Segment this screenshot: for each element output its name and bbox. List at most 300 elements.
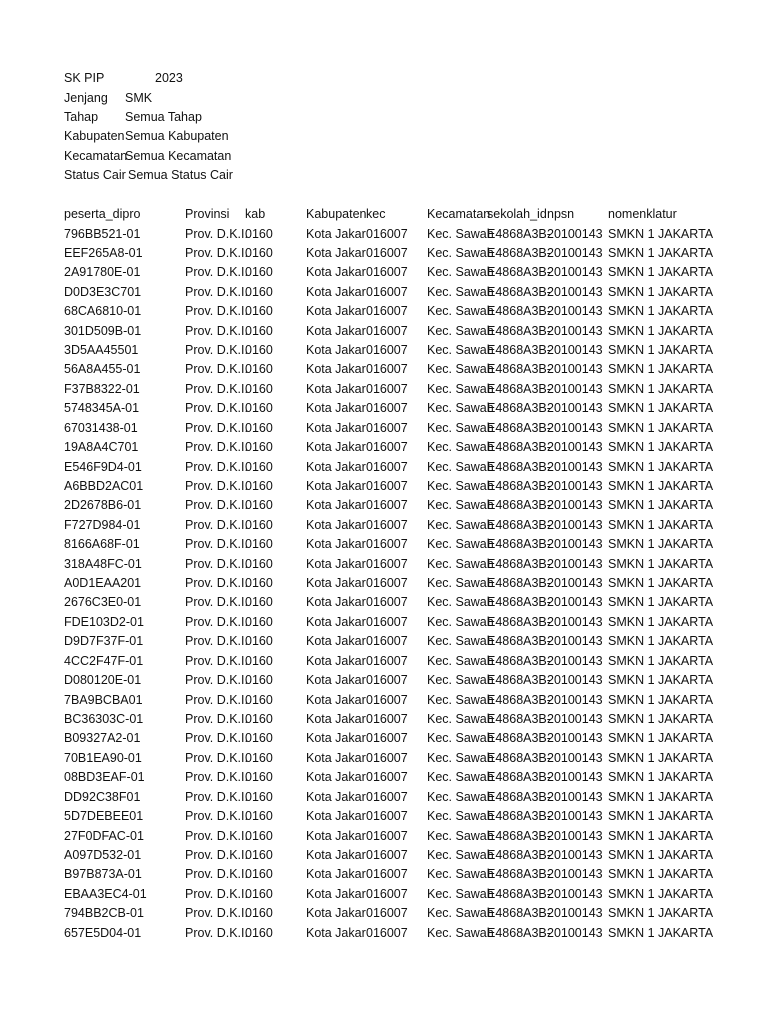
- cell-nomenklatur: SMKN 1 JAKARTA: [608, 556, 714, 571]
- cell-npsn: 20100143: [547, 712, 603, 726]
- cell-kab: 0160: [245, 770, 273, 785]
- cell-sekolah-id: E4868A3B-: [487, 809, 551, 824]
- cell-provinsi: Prov. D.K.I.: [185, 925, 248, 940]
- cell-kab: 0160: [245, 245, 273, 260]
- cell-peserta: 5D7DEBEE01: [64, 809, 144, 824]
- cell-nomenklatur: SMKN 1 JAKARTA: [608, 750, 714, 765]
- cell-provinsi: Prov. D.K.I.: [185, 886, 248, 901]
- cell-kecamatan: Kec. Sawah: [427, 712, 494, 726]
- cell-peserta: F727D984-01: [64, 517, 141, 532]
- cell-kec: 016007: [366, 226, 408, 241]
- cell-nomenklatur: SMKN 1 JAKARTA: [608, 809, 714, 824]
- cell-npsn: 20100143: [547, 245, 603, 260]
- cell-peserta: 08BD3EAF-01: [64, 770, 145, 785]
- cell-kab: 0160: [245, 459, 273, 474]
- cell-kab: 0160: [245, 867, 273, 882]
- cell-sekolah-id: E4868A3B-: [487, 847, 551, 862]
- cell-peserta: 70B1EA90-01: [64, 750, 142, 765]
- cell-peserta: 4CC2F47F-01: [64, 653, 144, 668]
- cell-provinsi: Prov. D.K.I.: [185, 323, 248, 338]
- cell-npsn: 20100143: [547, 323, 603, 338]
- cell-kabupaten: Kota Jakar: [306, 226, 366, 241]
- cell-peserta: 301D509B-01: [64, 323, 142, 338]
- cell-npsn: 20100143: [547, 731, 603, 746]
- cell-sekolah-id: E4868A3B-: [487, 401, 551, 416]
- cell-kecamatan: Kec. Sawah: [427, 343, 494, 358]
- cell-kec: 016007: [366, 265, 408, 280]
- cell-kecamatan: Kec. Sawah: [427, 245, 494, 260]
- cell-kecamatan: Kec. Sawah: [427, 653, 494, 668]
- cell-sekolah-id: E4868A3B-: [487, 673, 551, 688]
- cell-kec: 016007: [366, 595, 408, 610]
- cell-kabupaten: Kota Jakar: [306, 498, 366, 513]
- cell-npsn: 20100143: [547, 284, 603, 299]
- cell-sekolah-id: E4868A3B-: [487, 537, 551, 552]
- cell-kec: 016007: [366, 673, 408, 688]
- cell-peserta: A6BBD2AC01: [64, 478, 144, 493]
- cell-kabupaten: Kota Jakar: [306, 614, 366, 629]
- cell-nomenklatur: SMKN 1 JAKARTA: [608, 362, 714, 377]
- cell-provinsi: Prov. D.K.I.: [185, 226, 248, 241]
- cell-kab: 0160: [245, 809, 273, 824]
- cell-kabupaten: Kota Jakar: [306, 362, 366, 377]
- cell-peserta: 2A91780E-01: [64, 265, 141, 280]
- cell-kecamatan: Kec. Sawah: [427, 381, 494, 396]
- cell-nomenklatur: SMKN 1 JAKARTA: [608, 459, 714, 474]
- cell-kab: 0160: [245, 556, 273, 571]
- cell-peserta: FDE103D2-01: [64, 614, 144, 629]
- cell-nomenklatur: SMKN 1 JAKARTA: [608, 595, 714, 610]
- cell-sekolah-id: E4868A3B-: [487, 245, 551, 260]
- cell-provinsi: Prov. D.K.I.: [185, 614, 248, 629]
- cell-kecamatan: Kec. Sawah: [427, 809, 494, 824]
- cell-nomenklatur: SMKN 1 JAKARTA: [608, 440, 714, 455]
- cell-kab: 0160: [245, 789, 273, 804]
- cell-nomenklatur: SMKN 1 JAKARTA: [608, 673, 714, 688]
- cell-kecamatan: Kec. Sawah: [427, 750, 494, 765]
- cell-sekolah-id: E4868A3B-: [487, 828, 551, 843]
- cell-kec: 016007: [366, 614, 408, 629]
- cell-kab: 0160: [245, 712, 273, 726]
- cell-nomenklatur: SMKN 1 JAKARTA: [608, 576, 714, 591]
- kabupaten-value: Semua Kabupaten: [125, 129, 229, 143]
- cell-nomenklatur: SMKN 1 JAKARTA: [608, 614, 714, 629]
- header-peserta: peserta_dipro: [64, 207, 141, 221]
- cell-kec: 016007: [366, 731, 408, 746]
- cell-kabupaten: Kota Jakar: [306, 517, 366, 532]
- cell-nomenklatur: SMKN 1 JAKARTA: [608, 731, 714, 746]
- cell-npsn: 20100143: [547, 420, 603, 435]
- cell-kecamatan: Kec. Sawah: [427, 634, 494, 649]
- kecamatan-value: Semua Kecamatan: [125, 149, 232, 163]
- cell-peserta: 657E5D04-01: [64, 925, 142, 940]
- cell-sekolah-id: E4868A3B-: [487, 420, 551, 435]
- cell-kec: 016007: [366, 886, 408, 901]
- kabupaten-label: Kabupaten: [64, 129, 125, 143]
- cell-kecamatan: Kec. Sawah: [427, 770, 494, 785]
- cell-kab: 0160: [245, 323, 273, 338]
- cell-kecamatan: Kec. Sawah: [427, 362, 494, 377]
- cell-kabupaten: Kota Jakar: [306, 284, 366, 299]
- cell-kecamatan: Kec. Sawah: [427, 478, 494, 493]
- cell-sekolah-id: E4868A3B-: [487, 867, 551, 882]
- cell-kec: 016007: [366, 653, 408, 668]
- cell-nomenklatur: SMKN 1 JAKARTA: [608, 304, 714, 319]
- cell-npsn: 20100143: [547, 750, 603, 765]
- cell-nomenklatur: SMKN 1 JAKARTA: [608, 789, 714, 804]
- status-label: Status Cair: [64, 168, 126, 182]
- cell-kecamatan: Kec. Sawah: [427, 401, 494, 416]
- cell-kabupaten: Kota Jakar: [306, 770, 366, 785]
- cell-kecamatan: Kec. Sawah: [427, 692, 494, 707]
- cell-peserta: EEF265A8-01: [64, 245, 143, 260]
- cell-kab: 0160: [245, 343, 273, 358]
- cell-kabupaten: Kota Jakar: [306, 809, 366, 824]
- cell-provinsi: Prov. D.K.I.: [185, 556, 248, 571]
- cell-peserta: 27F0DFAC-01: [64, 828, 144, 843]
- cell-kec: 016007: [366, 712, 408, 726]
- cell-sekolah-id: E4868A3B-: [487, 323, 551, 338]
- cell-kab: 0160: [245, 653, 273, 668]
- cell-kec: 016007: [366, 284, 408, 299]
- cell-peserta: 3D5AA45501: [64, 343, 139, 358]
- cell-nomenklatur: SMKN 1 JAKARTA: [608, 420, 714, 435]
- cell-peserta: 68CA6810-01: [64, 304, 142, 319]
- cell-kabupaten: Kota Jakar: [306, 712, 366, 726]
- cell-kab: 0160: [245, 381, 273, 396]
- cell-npsn: 20100143: [547, 614, 603, 629]
- cell-provinsi: Prov. D.K.I.: [185, 576, 248, 591]
- cell-kecamatan: Kec. Sawah: [427, 828, 494, 843]
- cell-kab: 0160: [245, 731, 273, 746]
- cell-kec: 016007: [366, 245, 408, 260]
- cell-nomenklatur: SMKN 1 JAKARTA: [608, 712, 714, 726]
- cell-provinsi: Prov. D.K.I.: [185, 304, 248, 319]
- cell-provinsi: Prov. D.K.I.: [185, 537, 248, 552]
- cell-peserta: 2D2678B6-01: [64, 498, 142, 513]
- cell-kecamatan: Kec. Sawah: [427, 614, 494, 629]
- header-kecamatan: Kecamatan: [427, 207, 491, 221]
- cell-peserta: D080120E-01: [64, 673, 142, 688]
- cell-kab: 0160: [245, 634, 273, 649]
- cell-kecamatan: Kec. Sawah: [427, 537, 494, 552]
- kecamatan-label: Kecamatan: [64, 149, 128, 163]
- cell-kab: 0160: [245, 284, 273, 299]
- cell-provinsi: Prov. D.K.I.: [185, 459, 248, 474]
- cell-sekolah-id: E4868A3B-: [487, 731, 551, 746]
- cell-kab: 0160: [245, 576, 273, 591]
- cell-peserta: 7BA9BCBA01: [64, 692, 143, 707]
- cell-npsn: 20100143: [547, 381, 603, 396]
- cell-kec: 016007: [366, 401, 408, 416]
- cell-sekolah-id: E4868A3B-: [487, 634, 551, 649]
- cell-provinsi: Prov. D.K.I.: [185, 595, 248, 610]
- cell-kabupaten: Kota Jakar: [306, 537, 366, 552]
- sk-value: 2023: [155, 71, 183, 85]
- cell-kec: 016007: [366, 537, 408, 552]
- cell-sekolah-id: E4868A3B-: [487, 381, 551, 396]
- cell-kecamatan: Kec. Sawah: [427, 304, 494, 319]
- header-provinsi: Provinsi: [185, 207, 230, 221]
- cell-kabupaten: Kota Jakar: [306, 323, 366, 338]
- cell-kecamatan: Kec. Sawah: [427, 556, 494, 571]
- cell-kab: 0160: [245, 614, 273, 629]
- cell-kab: 0160: [245, 478, 273, 493]
- cell-kab: 0160: [245, 828, 273, 843]
- cell-kec: 016007: [366, 362, 408, 377]
- cell-kabupaten: Kota Jakar: [306, 906, 366, 921]
- cell-kec: 016007: [366, 867, 408, 882]
- cell-kecamatan: Kec. Sawah: [427, 226, 494, 241]
- cell-kab: 0160: [245, 906, 273, 921]
- cell-provinsi: Prov. D.K.I.: [185, 731, 248, 746]
- cell-kec: 016007: [366, 381, 408, 396]
- cell-kecamatan: Kec. Sawah: [427, 673, 494, 688]
- cell-nomenklatur: SMKN 1 JAKARTA: [608, 323, 714, 338]
- cell-kecamatan: Kec. Sawah: [427, 847, 494, 862]
- cell-peserta: 56A8A455-01: [64, 362, 141, 377]
- cell-kecamatan: Kec. Sawah: [427, 420, 494, 435]
- cell-nomenklatur: SMKN 1 JAKARTA: [608, 226, 714, 241]
- cell-npsn: 20100143: [547, 906, 603, 921]
- cell-provinsi: Prov. D.K.I.: [185, 517, 248, 532]
- cell-nomenklatur: SMKN 1 JAKARTA: [608, 770, 714, 785]
- cell-kec: 016007: [366, 750, 408, 765]
- tahap-value: Semua Tahap: [125, 110, 202, 124]
- cell-kab: 0160: [245, 886, 273, 901]
- cell-provinsi: Prov. D.K.I.: [185, 906, 248, 921]
- cell-sekolah-id: E4868A3B-: [487, 517, 551, 532]
- cell-sekolah-id: E4868A3B-: [487, 789, 551, 804]
- cell-nomenklatur: SMKN 1 JAKARTA: [608, 847, 714, 862]
- cell-sekolah-id: E4868A3B-: [487, 576, 551, 591]
- cell-kecamatan: Kec. Sawah: [427, 576, 494, 591]
- cell-nomenklatur: SMKN 1 JAKARTA: [608, 692, 714, 707]
- cell-kabupaten: Kota Jakar: [306, 673, 366, 688]
- cell-npsn: 20100143: [547, 226, 603, 241]
- cell-npsn: 20100143: [547, 595, 603, 610]
- cell-peserta: F37B8322-01: [64, 381, 140, 396]
- cell-kec: 016007: [366, 576, 408, 591]
- cell-kabupaten: Kota Jakar: [306, 245, 366, 260]
- cell-kab: 0160: [245, 420, 273, 435]
- cell-kab: 0160: [245, 265, 273, 280]
- cell-kab: 0160: [245, 226, 273, 241]
- cell-sekolah-id: E4868A3B-: [487, 304, 551, 319]
- cell-kec: 016007: [366, 634, 408, 649]
- cell-kabupaten: Kota Jakar: [306, 634, 366, 649]
- cell-kec: 016007: [366, 517, 408, 532]
- cell-provinsi: Prov. D.K.I.: [185, 653, 248, 668]
- cell-npsn: 20100143: [547, 362, 603, 377]
- cell-sekolah-id: E4868A3B-: [487, 556, 551, 571]
- cell-kabupaten: Kota Jakar: [306, 731, 366, 746]
- cell-npsn: 20100143: [547, 517, 603, 532]
- cell-sekolah-id: E4868A3B-: [487, 614, 551, 629]
- cell-peserta: EBAA3EC4-01: [64, 886, 147, 901]
- cell-provinsi: Prov. D.K.I.: [185, 673, 248, 688]
- cell-provinsi: Prov. D.K.I.: [185, 498, 248, 513]
- status-value: Semua Status Cair: [128, 168, 233, 182]
- cell-peserta: B09327A2-01: [64, 731, 141, 746]
- cell-nomenklatur: SMKN 1 JAKARTA: [608, 634, 714, 649]
- cell-kabupaten: Kota Jakar: [306, 828, 366, 843]
- cell-kab: 0160: [245, 847, 273, 862]
- cell-sekolah-id: E4868A3B-: [487, 226, 551, 241]
- cell-peserta: D9D7F37F-01: [64, 634, 144, 649]
- cell-npsn: 20100143: [547, 634, 603, 649]
- cell-sekolah-id: E4868A3B-: [487, 343, 551, 358]
- cell-kabupaten: Kota Jakar: [306, 420, 366, 435]
- cell-npsn: 20100143: [547, 692, 603, 707]
- cell-nomenklatur: SMKN 1 JAKARTA: [608, 401, 714, 416]
- cell-provinsi: Prov. D.K.I.: [185, 712, 248, 726]
- cell-kec: 016007: [366, 692, 408, 707]
- cell-sekolah-id: E4868A3B-: [487, 478, 551, 493]
- cell-kec: 016007: [366, 498, 408, 513]
- cell-npsn: 20100143: [547, 459, 603, 474]
- tahap-label: Tahap: [64, 110, 99, 124]
- cell-npsn: 20100143: [547, 673, 603, 688]
- header-kabupaten: Kabupaten: [306, 207, 367, 221]
- cell-npsn: 20100143: [547, 401, 603, 416]
- cell-npsn: 20100143: [547, 847, 603, 862]
- cell-provinsi: Prov. D.K.I.: [185, 692, 248, 707]
- cell-kecamatan: Kec. Sawah: [427, 459, 494, 474]
- cell-kecamatan: Kec. Sawah: [427, 265, 494, 280]
- cell-nomenklatur: SMKN 1 JAKARTA: [608, 517, 714, 532]
- cell-npsn: 20100143: [547, 556, 603, 571]
- cell-kecamatan: Kec. Sawah: [427, 323, 494, 338]
- cell-sekolah-id: E4868A3B-: [487, 459, 551, 474]
- cell-kabupaten: Kota Jakar: [306, 653, 366, 668]
- cell-kab: 0160: [245, 750, 273, 765]
- cell-sekolah-id: E4868A3B-: [487, 362, 551, 377]
- cell-sekolah-id: E4868A3B-: [487, 595, 551, 610]
- cell-kecamatan: Kec. Sawah: [427, 906, 494, 921]
- cell-kecamatan: Kec. Sawah: [427, 517, 494, 532]
- cell-kab: 0160: [245, 440, 273, 455]
- cell-sekolah-id: E4868A3B-: [487, 906, 551, 921]
- cell-sekolah-id: E4868A3B-: [487, 770, 551, 785]
- sk-label: SK PIP: [64, 71, 105, 85]
- cell-kabupaten: Kota Jakar: [306, 381, 366, 396]
- cell-peserta: 8166A68F-01: [64, 537, 140, 552]
- cell-provinsi: Prov. D.K.I.: [185, 634, 248, 649]
- cell-kab: 0160: [245, 362, 273, 377]
- header-npsn: npsn: [547, 207, 575, 221]
- cell-sekolah-id: E4868A3B-: [487, 712, 551, 726]
- cell-nomenklatur: SMKN 1 JAKARTA: [608, 245, 714, 260]
- cell-nomenklatur: SMKN 1 JAKARTA: [608, 886, 714, 901]
- cell-kab: 0160: [245, 673, 273, 688]
- cell-kec: 016007: [366, 459, 408, 474]
- cell-kab: 0160: [245, 692, 273, 707]
- cell-kab: 0160: [245, 517, 273, 532]
- cell-kabupaten: Kota Jakar: [306, 576, 366, 591]
- cell-kab: 0160: [245, 537, 273, 552]
- cell-npsn: 20100143: [547, 304, 603, 319]
- header-kec: kec: [366, 207, 386, 221]
- cell-kab: 0160: [245, 401, 273, 416]
- cell-kabupaten: Kota Jakar: [306, 595, 366, 610]
- cell-kecamatan: Kec. Sawah: [427, 789, 494, 804]
- cell-kab: 0160: [245, 925, 273, 940]
- cell-peserta: 5748345A-01: [64, 401, 140, 416]
- cell-provinsi: Prov. D.K.I.: [185, 440, 248, 455]
- cell-npsn: 20100143: [547, 537, 603, 552]
- cell-kabupaten: Kota Jakar: [306, 886, 366, 901]
- cell-kec: 016007: [366, 925, 408, 940]
- cell-npsn: 20100143: [547, 789, 603, 804]
- cell-provinsi: Prov. D.K.I.: [185, 867, 248, 882]
- cell-kecamatan: Kec. Sawah: [427, 440, 494, 455]
- cell-provinsi: Prov. D.K.I.: [185, 245, 248, 260]
- cell-kec: 016007: [366, 420, 408, 435]
- cell-nomenklatur: SMKN 1 JAKARTA: [608, 906, 714, 921]
- cell-nomenklatur: SMKN 1 JAKARTA: [608, 653, 714, 668]
- cell-peserta: 318A48FC-01: [64, 556, 142, 571]
- cell-provinsi: Prov. D.K.I.: [185, 770, 248, 785]
- cell-kec: 016007: [366, 478, 408, 493]
- cell-npsn: 20100143: [547, 770, 603, 785]
- cell-kabupaten: Kota Jakar: [306, 440, 366, 455]
- cell-peserta: B97B873A-01: [64, 867, 142, 882]
- cell-nomenklatur: SMKN 1 JAKARTA: [608, 498, 714, 513]
- cell-peserta: 67031438-01: [64, 420, 138, 435]
- cell-npsn: 20100143: [547, 265, 603, 280]
- cell-kecamatan: Kec. Sawah: [427, 284, 494, 299]
- cell-kecamatan: Kec. Sawah: [427, 925, 494, 940]
- cell-kabupaten: Kota Jakar: [306, 867, 366, 882]
- cell-sekolah-id: E4868A3B-: [487, 750, 551, 765]
- cell-kabupaten: Kota Jakar: [306, 789, 366, 804]
- cell-npsn: 20100143: [547, 576, 603, 591]
- cell-kec: 016007: [366, 343, 408, 358]
- cell-kecamatan: Kec. Sawah: [427, 867, 494, 882]
- cell-sekolah-id: E4868A3B-: [487, 886, 551, 901]
- cell-npsn: 20100143: [547, 478, 603, 493]
- cell-peserta: D0D3E3C701: [64, 284, 142, 299]
- cell-kabupaten: Kota Jakar: [306, 478, 366, 493]
- cell-kabupaten: Kota Jakar: [306, 343, 366, 358]
- cell-peserta: 794BB2CB-01: [64, 906, 144, 921]
- cell-peserta: DD92C38F01: [64, 789, 141, 804]
- cell-sekolah-id: E4868A3B-: [487, 498, 551, 513]
- cell-npsn: 20100143: [547, 653, 603, 668]
- cell-provinsi: Prov. D.K.I.: [185, 420, 248, 435]
- cell-npsn: 20100143: [547, 867, 603, 882]
- cell-provinsi: Prov. D.K.I.: [185, 284, 248, 299]
- cell-peserta: A097D532-01: [64, 847, 142, 862]
- cell-provinsi: Prov. D.K.I.: [185, 401, 248, 416]
- cell-kab: 0160: [245, 595, 273, 610]
- cell-kec: 016007: [366, 440, 408, 455]
- cell-peserta: E546F9D4-01: [64, 459, 142, 474]
- cell-kabupaten: Kota Jakar: [306, 304, 366, 319]
- cell-nomenklatur: SMKN 1 JAKARTA: [608, 478, 714, 493]
- cell-nomenklatur: SMKN 1 JAKARTA: [608, 925, 714, 940]
- cell-peserta: 796BB521-01: [64, 226, 141, 241]
- cell-provinsi: Prov. D.K.I.: [185, 750, 248, 765]
- cell-provinsi: Prov. D.K.I.: [185, 828, 248, 843]
- cell-npsn: 20100143: [547, 925, 603, 940]
- cell-npsn: 20100143: [547, 440, 603, 455]
- cell-kec: 016007: [366, 770, 408, 785]
- cell-npsn: 20100143: [547, 343, 603, 358]
- cell-provinsi: Prov. D.K.I.: [185, 362, 248, 377]
- cell-sekolah-id: E4868A3B-: [487, 265, 551, 280]
